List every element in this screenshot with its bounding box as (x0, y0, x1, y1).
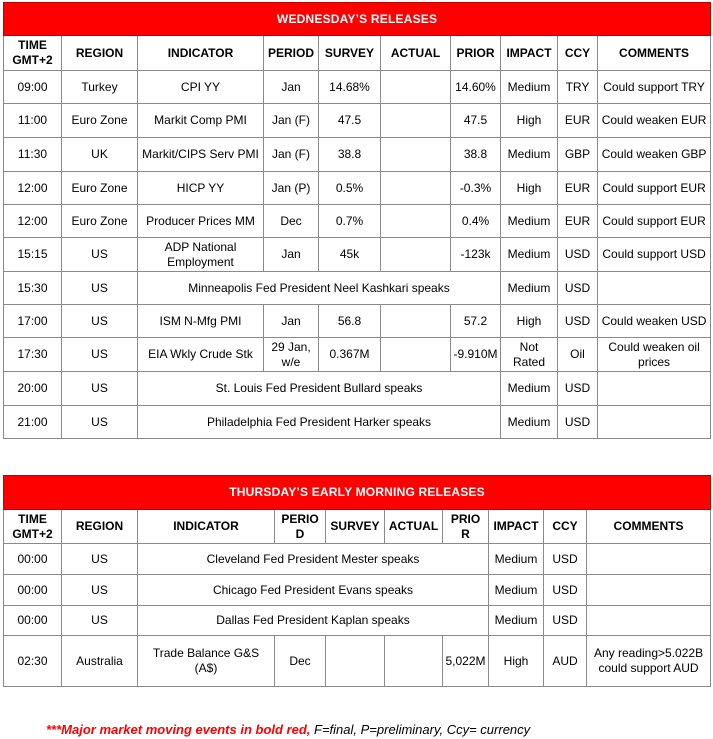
cell-impact: Not Rated (501, 338, 558, 372)
cell-prior: 14.60% (451, 71, 501, 104)
cell-impact: Medium (501, 238, 558, 272)
header-ccy: CCY (558, 36, 598, 71)
cell-time: 17:00 (4, 305, 62, 338)
cell-survey: 14.68% (319, 71, 381, 104)
table-row (4, 138, 711, 172)
cell-period: Jan (F) (264, 138, 319, 172)
cell-period: Jan (264, 238, 319, 272)
table-row (4, 238, 711, 272)
cell-region: Euro Zone (62, 172, 138, 205)
cell-time: 00:00 (4, 606, 62, 636)
cell-event: Minneapolis Fed President Neel Kashkari speaks (138, 272, 501, 305)
cell-actual (381, 138, 451, 172)
cell-region: Turkey (62, 71, 138, 104)
cell-region: US (62, 606, 138, 636)
cell-comments (598, 272, 711, 305)
header-time: TIME GMT+2 (4, 510, 62, 544)
header-prior: PRIOR (451, 36, 501, 71)
cell-time: 17:30 (4, 338, 62, 372)
cell-ccy: USD (558, 305, 598, 338)
cell-actual (381, 205, 451, 238)
cell-actual (385, 636, 443, 687)
cell-prior: -9.910M (451, 338, 501, 372)
cell-region: US (62, 272, 138, 305)
cell-prior: -0.3% (451, 172, 501, 205)
table-row (4, 71, 711, 104)
cell-time: 00:00 (4, 544, 62, 575)
table-row (4, 172, 711, 205)
cell-survey: 56.8 (319, 305, 381, 338)
cell-indicator: Markit/CIPS Serv PMI (138, 138, 264, 172)
cell-event: Chicago Fed President Evans speaks (138, 575, 489, 606)
cell-ccy: Oil (558, 338, 598, 372)
cell-ccy: TRY (558, 71, 598, 104)
cell-event: Philadelphia Fed President Harker speaks (138, 406, 501, 439)
header-region: REGION (62, 36, 138, 71)
cell-indicator: HICP YY (138, 172, 264, 205)
cell-impact: High (501, 172, 558, 205)
cell-ccy: USD (544, 544, 587, 575)
cell-region: Australia (62, 636, 138, 687)
cell-prior: 38.8 (451, 138, 501, 172)
cell-impact: Medium (501, 205, 558, 238)
cell-ccy: USD (544, 575, 587, 606)
cell-impact: High (501, 305, 558, 338)
header-actual: ACTUAL (381, 36, 451, 71)
table-row (4, 406, 711, 439)
cell-comments: Could support EUR (598, 205, 711, 238)
table-row (4, 305, 711, 338)
cell-ccy: EUR (558, 172, 598, 205)
header-indicator: INDICATOR (138, 36, 264, 71)
cell-survey: 47.5 (319, 104, 381, 138)
header-region: REGION (62, 510, 138, 544)
cell-prior: 47.5 (451, 104, 501, 138)
cell-survey (326, 636, 385, 687)
cell-time: 02:30 (4, 636, 62, 687)
cell-actual (381, 172, 451, 205)
cell-comments: Could weaken USD (598, 305, 711, 338)
cell-event: Dallas Fed President Kaplan speaks (138, 606, 489, 636)
cell-time: 09:00 (4, 71, 62, 104)
cell-period: 29 Jan, w/e (264, 338, 319, 372)
cell-ccy: USD (558, 406, 598, 439)
table-row (4, 205, 711, 238)
cell-impact: Medium (489, 544, 544, 575)
cell-event: Cleveland Fed President Mester speaks (138, 544, 489, 575)
header-actual: ACTUAL (385, 510, 443, 544)
cell-period: Dec (264, 205, 319, 238)
cell-impact: Medium (489, 575, 544, 606)
cell-region: Euro Zone (62, 104, 138, 138)
cell-comments (587, 606, 711, 636)
cell-region: US (62, 372, 138, 406)
cell-actual (381, 338, 451, 372)
cell-comments: Could weaken oil prices (598, 338, 711, 372)
cell-actual (381, 71, 451, 104)
table-row (4, 338, 711, 372)
cell-impact: Medium (489, 606, 544, 636)
cell-ccy: USD (544, 606, 587, 636)
cell-prior: -123k (451, 238, 501, 272)
footnote-highlight: ***Major market moving events in bold red, (46, 722, 311, 737)
header-survey: SURVEY (319, 36, 381, 71)
cell-ccy: USD (558, 272, 598, 305)
footnote (46, 722, 530, 737)
table-row (4, 104, 711, 138)
cell-actual (381, 238, 451, 272)
cell-ccy: GBP (558, 138, 598, 172)
header-comments: COMMENTS (587, 510, 711, 544)
cell-prior: 0.4% (451, 205, 501, 238)
cell-indicator: CPI YY (138, 71, 264, 104)
cell-impact: Medium (501, 372, 558, 406)
cell-ccy: EUR (558, 205, 598, 238)
header-indicator: INDICATOR (138, 510, 275, 544)
cell-event: St. Louis Fed President Bullard speaks (138, 372, 501, 406)
cell-time: 12:00 (4, 172, 62, 205)
cell-time: 11:30 (4, 138, 62, 172)
cell-impact: Medium (501, 71, 558, 104)
cell-region: UK (62, 138, 138, 172)
cell-time: 12:00 (4, 205, 62, 238)
cell-actual (381, 305, 451, 338)
table-row (4, 636, 711, 687)
cell-region: US (62, 406, 138, 439)
cell-comments (598, 372, 711, 406)
table-row (4, 606, 711, 636)
footnote-legend: F=final, P=preliminary, Ccy= currency (310, 722, 531, 737)
wednesday-title: WEDNESDAY’S RELEASES (4, 3, 711, 36)
cell-ccy: EUR (558, 104, 598, 138)
cell-time: 15:15 (4, 238, 62, 272)
cell-indicator: ISM N-Mfg PMI (138, 305, 264, 338)
wednesday-releases-table (3, 2, 711, 439)
cell-ccy: USD (558, 238, 598, 272)
cell-period: Dec (275, 636, 326, 687)
cell-comments (587, 544, 711, 575)
cell-time: 11:00 (4, 104, 62, 138)
cell-comments: Could support TRY (598, 71, 711, 104)
header-ccy: CCY (544, 510, 587, 544)
cell-indicator: EIA Wkly Crude Stk (138, 338, 264, 372)
cell-impact: Medium (501, 272, 558, 305)
cell-survey: 38.8 (319, 138, 381, 172)
cell-time: 21:00 (4, 406, 62, 439)
cell-survey: 0.7% (319, 205, 381, 238)
cell-comments: Any reading>5.022B could support AUD (587, 636, 711, 687)
cell-comments (587, 575, 711, 606)
cell-survey: 45k (319, 238, 381, 272)
header-comments: COMMENTS (598, 36, 711, 71)
thursday-releases-table (3, 475, 711, 687)
cell-region: US (62, 305, 138, 338)
cell-ccy: USD (558, 372, 598, 406)
cell-region: US (62, 238, 138, 272)
header-survey: SURVEY (326, 510, 385, 544)
table-row (4, 372, 711, 406)
cell-time: 20:00 (4, 372, 62, 406)
cell-comments: Could support EUR (598, 172, 711, 205)
header-prior: PRIO R (443, 510, 489, 544)
cell-time: 15:30 (4, 272, 62, 305)
cell-survey: 0.5% (319, 172, 381, 205)
table-row (4, 272, 711, 305)
cell-comments (598, 406, 711, 439)
cell-ccy: AUD (544, 636, 587, 687)
cell-indicator: Producer Prices MM (138, 205, 264, 238)
cell-period: Jan (264, 305, 319, 338)
cell-region: US (62, 575, 138, 606)
cell-indicator: Trade Balance G&S (A$) (138, 636, 275, 687)
header-period: PERIOD (264, 36, 319, 71)
cell-indicator: Markit Comp PMI (138, 104, 264, 138)
header-time: TIME GMT+2 (4, 36, 62, 71)
cell-region: US (62, 544, 138, 575)
cell-period: Jan (264, 71, 319, 104)
thursday-title: THURSDAY’S EARLY MORNING RELEASES (4, 476, 711, 510)
cell-comments: Could weaken GBP (598, 138, 711, 172)
cell-impact: Medium (501, 138, 558, 172)
cell-impact: High (501, 104, 558, 138)
cell-comments: Could support USD (598, 238, 711, 272)
cell-prior: 57.2 (451, 305, 501, 338)
header-impact: IMPACT (489, 510, 544, 544)
cell-prior: 5,022M (443, 636, 489, 687)
cell-indicator: ADP National Employment (138, 238, 264, 272)
header-period: PERIO D (275, 510, 326, 544)
cell-impact: Medium (501, 406, 558, 439)
cell-period: Jan (P) (264, 172, 319, 205)
cell-time: 00:00 (4, 575, 62, 606)
cell-region: Euro Zone (62, 205, 138, 238)
cell-comments: Could weaken EUR (598, 104, 711, 138)
header-impact: IMPACT (501, 36, 558, 71)
cell-region: US (62, 338, 138, 372)
cell-period: Jan (F) (264, 104, 319, 138)
cell-survey: 0.367M (319, 338, 381, 372)
cell-actual (381, 104, 451, 138)
cell-impact: High (489, 636, 544, 687)
table-row (4, 544, 711, 575)
table-row (4, 575, 711, 606)
